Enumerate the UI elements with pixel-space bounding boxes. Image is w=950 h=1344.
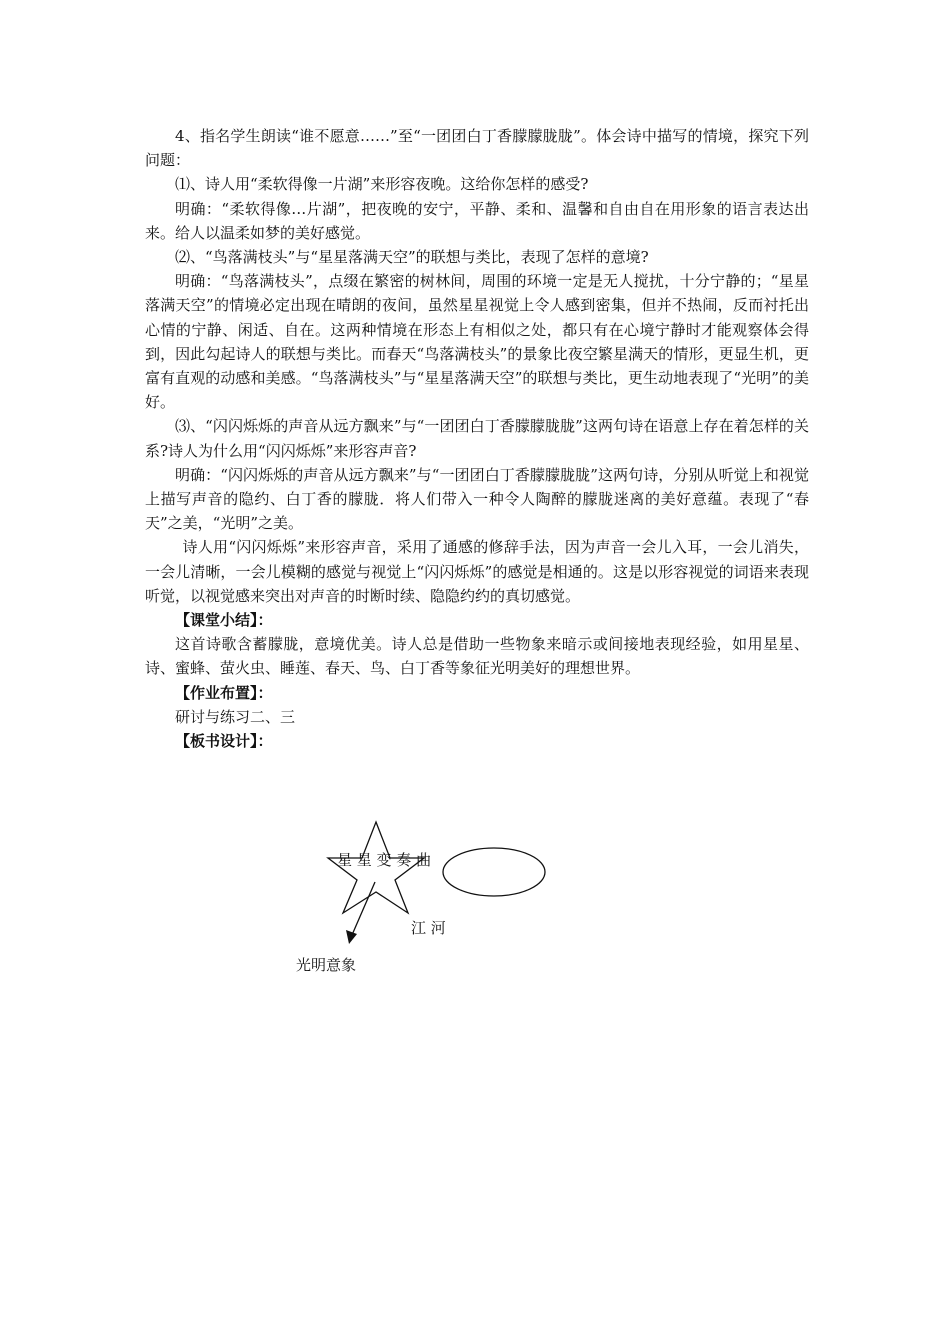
homework-text: 研讨与练习二、三	[175, 707, 296, 726]
document-body	[145, 124, 809, 753]
summary-heading: 【课堂小结】：	[175, 611, 273, 630]
question-1: ⑴、诗人用“柔软得像一片湖”来形容夜晚。这给你怎样的感受?	[175, 175, 589, 194]
river-ellipse	[443, 848, 545, 896]
star-shape	[328, 822, 424, 913]
board-design-heading: 【板书设计】：	[175, 732, 273, 751]
answer-3: 明确：“闪闪烁烁的声音从远方飘来”与“一团团白丁香朦朦胧胧”这两句诗，分别从听觉上和视觉上描写声音的隐约、白丁香的朦胧．将人们带入一种令人陶醉的朦胧迷离的美好意蕴。表现了“春天”之美，“光明”之美。	[145, 465, 809, 533]
summary-text: 这首诗歌含蓄朦胧，意境优美。诗人总是借助一些物象来暗示或间接地表现经验，如用星星、诗、蜜蜂、萤火虫、睡莲、春天、鸟、白丁香等象征光明美好的理想世界。	[145, 635, 809, 678]
answer-2: 明确：“鸟落满枝头”，点缀在繁密的树林间，周围的环境一定是无人搅扰，十分宁静的；“星星落满天空”的情境必定出现在晴朗的夜间，虽然星星视觉上令人感到密集，但并不热闹，反而衬托出心情的宁静、闲适、自在。这两种情境在形态上有相似之处，都只有在心境宁静时才能观察体会得到，因此勾起诗人的联想与类比。而春天“鸟落满枝头”的景象比夜空繁星满天的情形，更显生机，更富有直观的动感和美感。“鸟落满枝头”与“星星落满天空”的联想与类比，更生动地表现了“光明”的美好。	[145, 272, 809, 412]
question-2: ⑵、“鸟落满枝头”与“星星落满天空”的联想与类比，表现了怎样的意境?	[175, 248, 649, 267]
river-label: 江 河	[411, 919, 446, 937]
arrow-head	[346, 930, 357, 944]
question-3: ⑶、“闪闪烁烁的声音从远方飘来”与“一团团白丁香朦朦胧胧”这两句诗在语意上存在着怎样的关系?诗人为什么用“闪闪烁烁”来形容声音?	[145, 417, 809, 460]
arrow-line	[352, 882, 375, 935]
arrow-label: 光明意象	[296, 956, 357, 974]
star-label: 星 星 变 奏 曲	[337, 851, 432, 869]
homework-heading: 【作业布置】：	[175, 683, 273, 702]
paragraph-reading-task: 4、指名学生朗读“谁不愿意……”至“一团团白丁香朦朦胧胧”。体会诗中描写的情境，探究下列问题：	[145, 127, 809, 170]
answer-1: 明确：“柔软得像…片湖”，把夜晚的安宁，平静、柔和、温馨和自由自在用形象的语言表达出来。给人以温柔如梦的美好感觉。	[145, 199, 809, 242]
answer-3-continued: 诗人用“闪闪烁烁”来形容声音，采用了通感的修辞手法，因为声音一会儿入耳，一会儿消失，一会儿清晰，一会儿模糊的感觉与视觉上“闪闪烁烁”的感觉是相通的。这是以形容视觉的词语来表现听觉，以视觉感来突出对声音的时断时续、隐隐约约的真切感觉。	[145, 538, 809, 605]
